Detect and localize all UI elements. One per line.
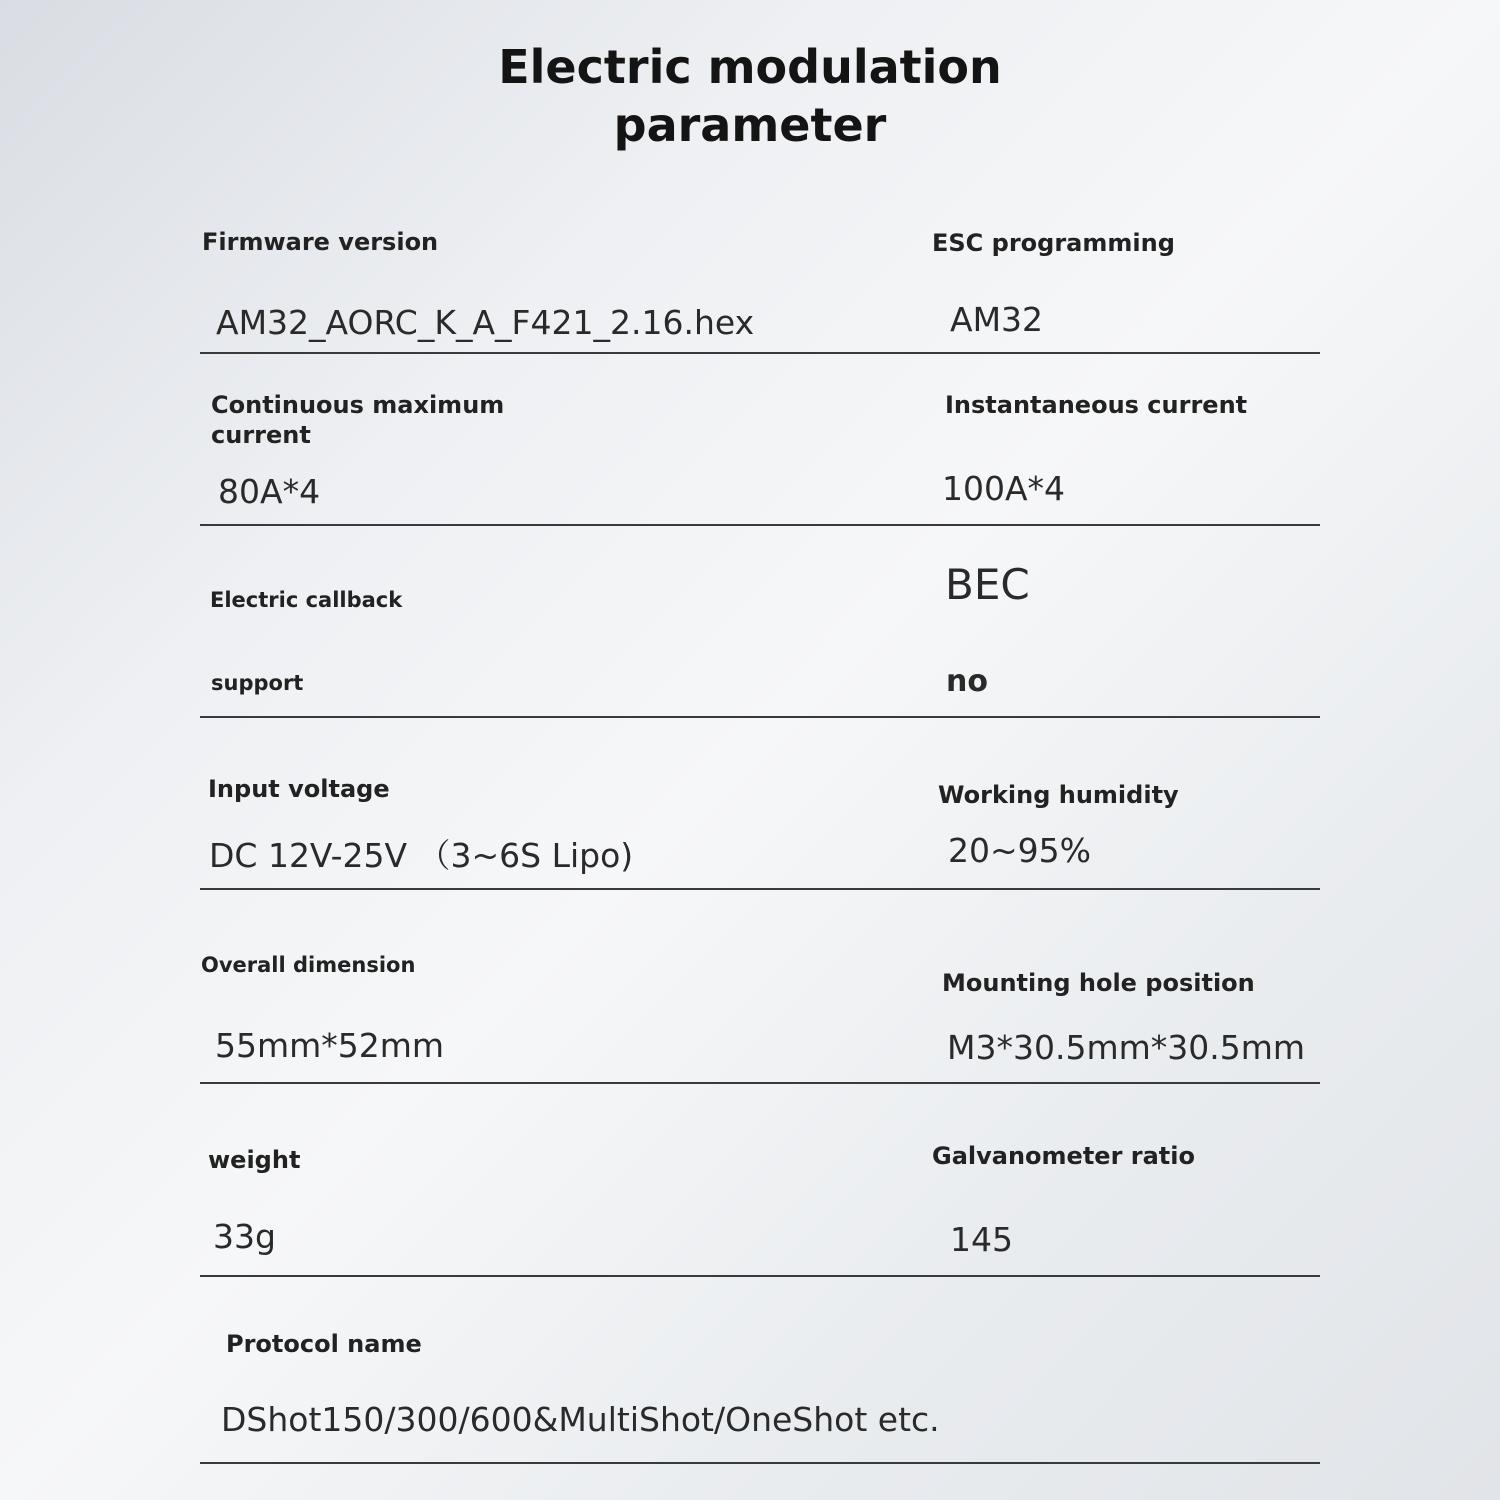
electric-callback-value: support — [211, 671, 304, 695]
row-divider — [200, 1082, 1320, 1084]
galvanometer-ratio-label: Galvanometer ratio — [932, 1142, 1195, 1170]
instantaneous-current-value: 100A*4 — [942, 469, 1066, 508]
protocol-name-label: Protocol name — [226, 1330, 422, 1358]
row-divider — [200, 1462, 1320, 1464]
weight-value: 33g — [213, 1217, 276, 1256]
mounting-hole-label: Mounting hole position — [942, 969, 1255, 997]
overall-dimension-label: Overall dimension — [201, 953, 416, 977]
row-divider — [200, 524, 1320, 526]
weight-label: weight — [208, 1146, 301, 1174]
working-humidity-value: 20~95% — [948, 831, 1091, 870]
esc-programming-label: ESC programming — [932, 229, 1175, 257]
galvanometer-ratio-value: 145 — [950, 1220, 1013, 1259]
esc-programming-value: AM32 — [950, 300, 1044, 339]
electric-callback-label: Electric callback — [210, 588, 403, 612]
row-divider — [200, 716, 1320, 718]
firmware-version-value: AM32_AORC_K_A_F421_2.16.hex — [216, 303, 755, 342]
bec-value: no — [946, 664, 988, 699]
input-voltage-label: Input voltage — [208, 775, 390, 803]
continuous-current-label: Continuous maximum current — [211, 391, 505, 449]
overall-dimension-value: 55mm*52mm — [215, 1026, 445, 1065]
row-divider — [200, 888, 1320, 890]
page-title — [0, 38, 1500, 154]
mounting-hole-value: M3*30.5mm*30.5mm — [947, 1028, 1306, 1067]
instantaneous-current-label: Instantaneous current — [945, 391, 1248, 419]
row-divider — [200, 1275, 1320, 1277]
firmware-version-label: Firmware version — [202, 228, 439, 256]
protocol-name-value: DShot150/300/600&MultiShot/OneShot etc. — [221, 1400, 940, 1439]
row-divider — [200, 352, 1320, 354]
bec-label: BEC — [945, 560, 1030, 609]
input-voltage-value: DC 12V-25V （3~6S Lipo) — [209, 836, 634, 875]
title-line-1: Electric modulation — [498, 40, 1002, 94]
continuous-current-value: 80A*4 — [218, 472, 321, 511]
title-line-2: parameter — [613, 98, 887, 152]
working-humidity-label: Working humidity — [938, 781, 1179, 809]
